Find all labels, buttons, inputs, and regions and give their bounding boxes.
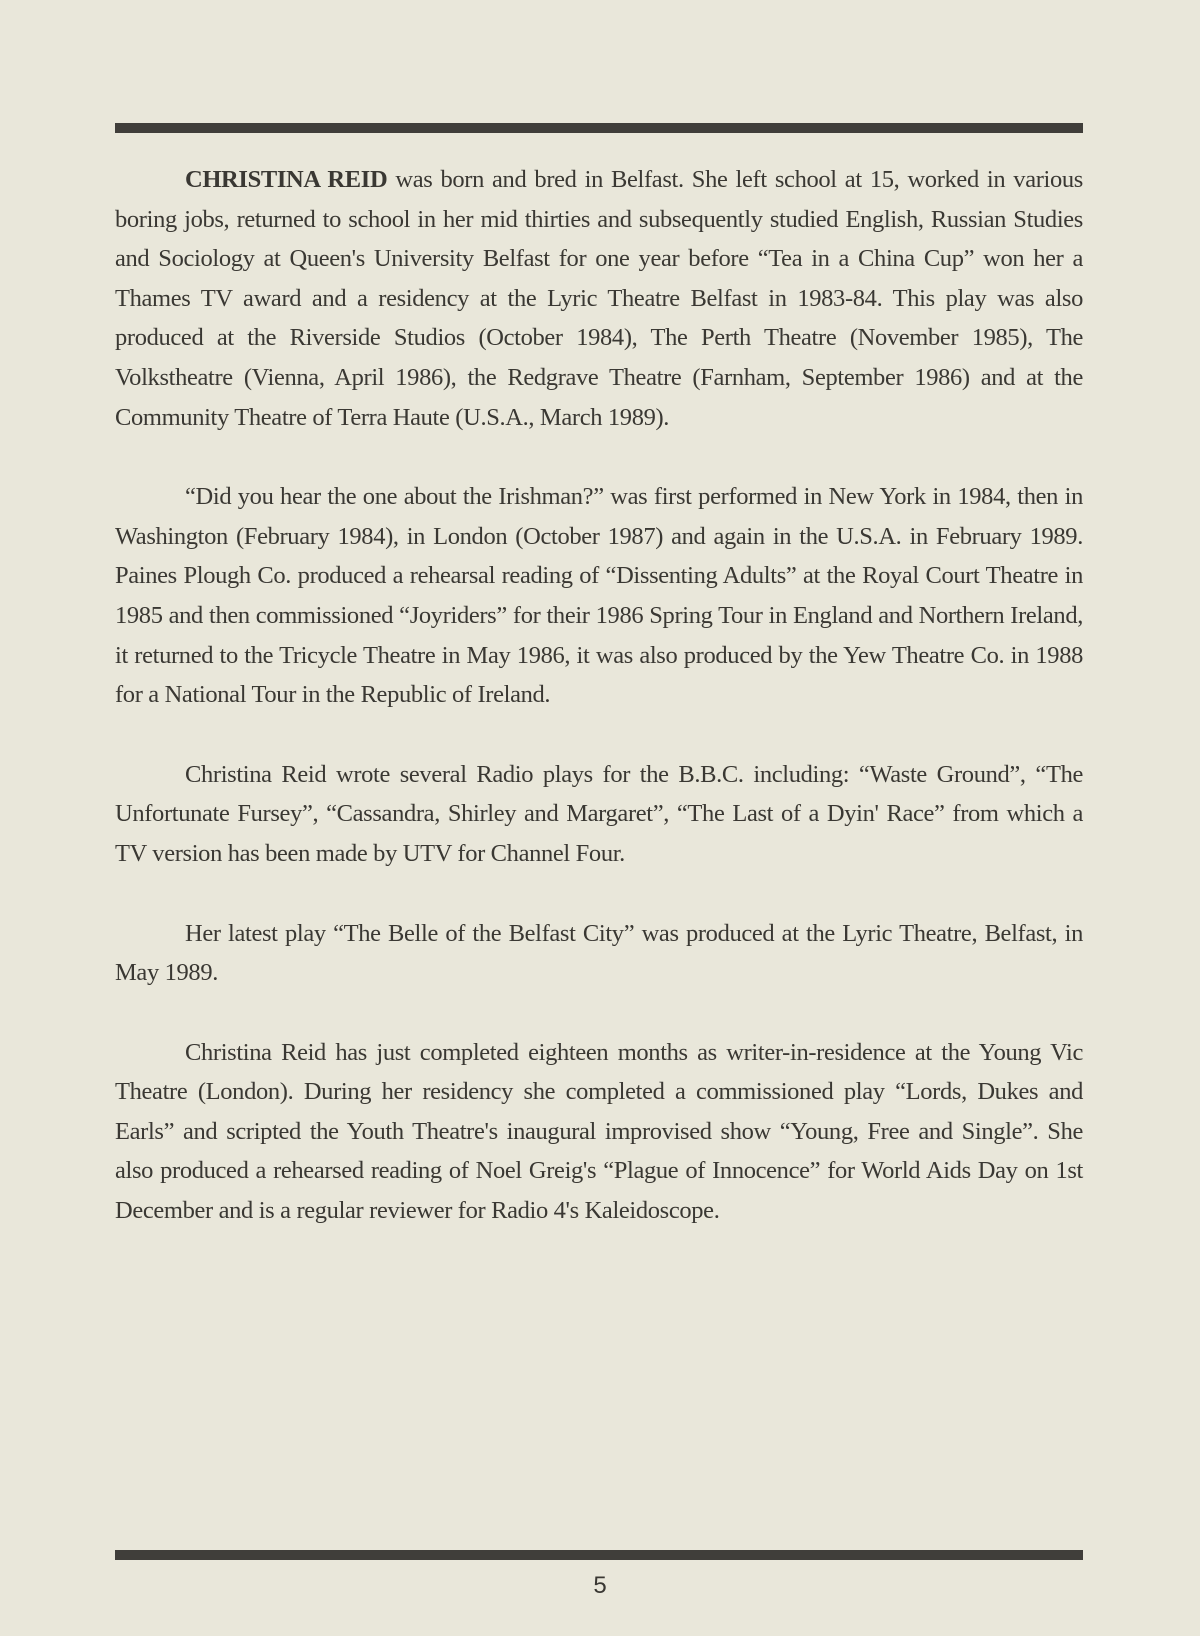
bottom-rule-divider <box>115 1550 1083 1560</box>
author-name-bold: CHRISTINA REID <box>185 166 388 193</box>
paragraph-irishman-joyriders: “Did you hear the one about the Irishman?” was first performed in New York in 1984, then in Washington (February 1984), in London (October 1987) and again in the U.S.A. in February 1989. Paines Plough Co. produced a rehearsal reading of “Dissenting Adults” at the Royal Court Theatre in 1985 and then commissioned “Joyriders” for their 1986 Spring Tour in England and Northern Ireland, it returned to the Tricycle Theatre in May 1986, it was also produced by the Yew Theatre Co. in 1988 for a National Tour in the Republic of Ireland. <box>115 483 1083 709</box>
top-rule-divider <box>115 123 1083 133</box>
biography-text-body <box>115 160 1083 1269</box>
paragraph-young-vic-residency: Christina Reid has just completed eighteen months as writer-in-residence at the Young Vic Theatre (London). During her residency she completed a commissioned play “Lords, Dukes and Earls” and scripted the Youth Theatre's inaugural improvised show “Young, Free and Single”. She also produced a rehearsed reading of Noel Greig's “Plague of Innocence” for World Aids Day on 1st December and is a regular reviewer for Radio 4's Kaleidoscope. <box>115 1038 1083 1225</box>
page-number: 5 <box>593 1572 607 1599</box>
paragraph-text: was born and bred in Belfast. She left school at 15, worked in various boring jobs, returned to school in her mid thirties and subsequently studied English, Russian Studies and Sociology at Queen's University Belfast for one year before “Tea in a China Cup” won her a Thames TV award and a residency at the Lyric Theatre Belfast in 1983-84. This play was also produced at the Riverside Studios (October 1984), The Perth Theatre (November 1985), The Volkstheatre (Vienna, April 1986), the Redgrave Theatre (Farnham, September 1986) and at the Community Theatre of Terra Haute (U.S.A., March 1989). <box>115 166 1083 431</box>
paragraph-latest-play: Her latest play “The Belle of the Belfast City” was produced at the Lyric Theatre, Belfast, in May 1989. <box>115 919 1083 987</box>
paragraph-radio-plays: Christina Reid wrote several Radio plays for the B.B.C. including: “Waste Ground”, “The Unfortunate Fursey”, “Cassandra, Shirley and Margaret”, “The Last of a Dyin' Race” from which a TV version has been made by UTV for Channel Four. <box>115 760 1083 867</box>
paragraph-biography-intro <box>115 160 1083 437</box>
